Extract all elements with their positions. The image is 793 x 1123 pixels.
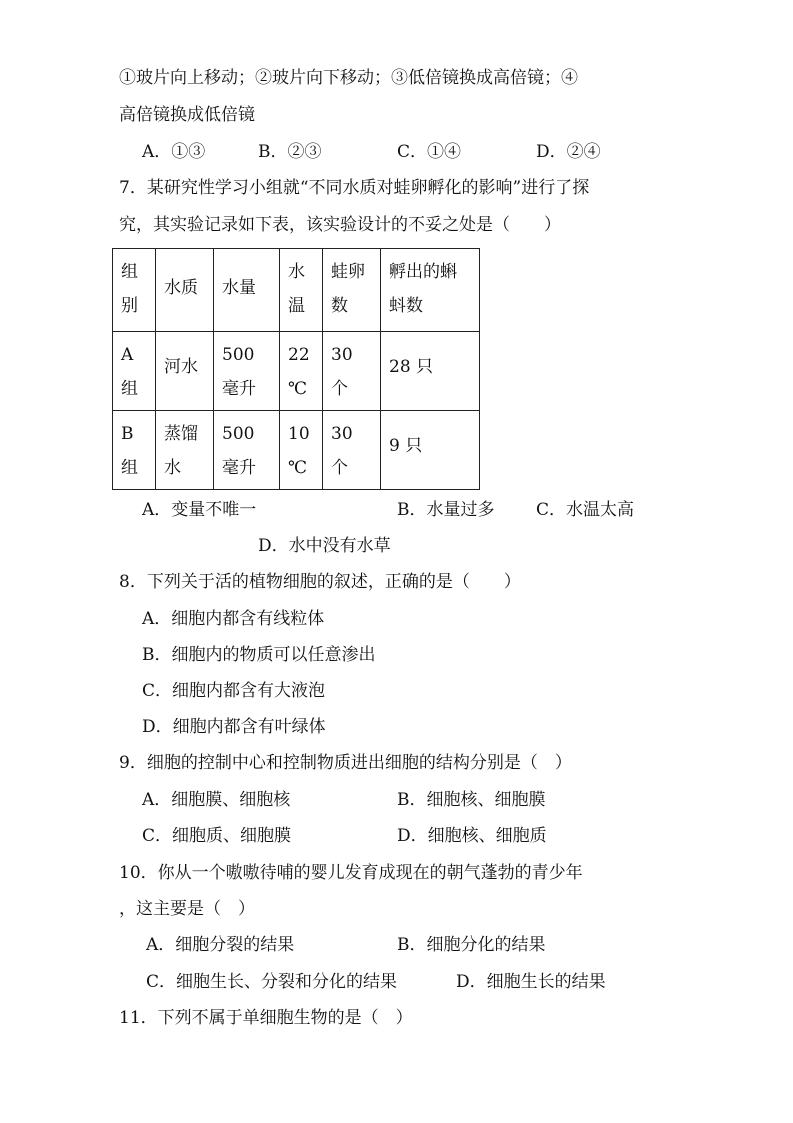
q7-option-b[interactable]: B．水量过多 — [397, 500, 495, 520]
q6-stem-line1: ①玻片向上移动；②玻片向下移动；③低倍镜换成高倍镜；④ — [119, 68, 578, 88]
table-row — [113, 411, 480, 490]
q9-option-b[interactable]: B．细胞核、细胞膜 — [397, 790, 546, 810]
table-cell: 30 个 — [323, 332, 381, 411]
table-header-cell: 蛙卵 数 — [323, 249, 381, 332]
table-cell: B 组 — [113, 411, 156, 490]
table-cell: 河水 — [156, 332, 214, 411]
table-header-cell: 水质 — [156, 249, 214, 332]
table-cell: 30 个 — [323, 411, 381, 490]
table-cell: 28 只 — [381, 332, 480, 411]
q9-option-a[interactable]: A．细胞膜、细胞核 — [142, 790, 291, 810]
table-header-cell: 孵出的蝌 蚪数 — [381, 249, 480, 332]
table-row — [113, 332, 480, 411]
q7-option-c[interactable]: C．水温太高 — [536, 500, 635, 520]
q6-option-a[interactable]: A．①③ — [142, 142, 206, 162]
table-header-cell: 水 温 — [280, 249, 323, 332]
q9-option-c[interactable]: C．细胞质、细胞膜 — [142, 826, 292, 846]
q7-stem-line1: 7．某研究性学习小组就“不同水质对蛙卵孵化的影响”进行了探 — [119, 178, 590, 198]
q10-option-d[interactable]: D．细胞生长的结果 — [456, 972, 606, 992]
experiment-table — [112, 248, 480, 490]
q11-stem: 11．下列不属于单细胞生物的是（ ） — [119, 1008, 413, 1028]
q10-stem-line2: ，这主要是（ ） — [119, 899, 255, 919]
q9-stem: 9．细胞的控制中心和控制物质进出细胞的结构分别是（ ） — [119, 753, 572, 773]
q7-option-a[interactable]: A．变量不唯一 — [142, 500, 257, 520]
q10-option-c[interactable]: C．细胞生长、分裂和分化的结果 — [146, 972, 398, 992]
q8-option-d[interactable]: D．细胞内都含有叶绿体 — [142, 717, 326, 737]
table-header-row — [113, 249, 480, 332]
table-cell: 500 毫升 — [214, 332, 280, 411]
q6-option-b[interactable]: B．②③ — [258, 142, 322, 162]
q6-option-c[interactable]: C．①④ — [397, 142, 462, 162]
q8-option-b[interactable]: B．细胞内的物质可以任意渗出 — [142, 645, 376, 665]
q7-option-d[interactable]: D．水中没有水草 — [258, 536, 391, 556]
table-header-cell: 水量 — [214, 249, 280, 332]
table-header-cell: 组 别 — [113, 249, 156, 332]
table-cell: 22 ℃ — [280, 332, 323, 411]
q6-stem-line2: 高倍镜换成低倍镜 — [119, 105, 255, 125]
q7-stem-line2: 究，其实验记录如下表，该实验设计的不妥之处是（ ） — [119, 215, 561, 235]
table-cell: 10 ℃ — [280, 411, 323, 490]
table-cell: 9 只 — [381, 411, 480, 490]
q10-option-a[interactable]: A．细胞分裂的结果 — [146, 935, 295, 955]
table-cell: A 组 — [113, 332, 156, 411]
q10-option-b[interactable]: B．细胞分化的结果 — [397, 935, 546, 955]
q6-option-d[interactable]: D．②④ — [536, 142, 601, 162]
q8-option-c[interactable]: C．细胞内都含有大液泡 — [142, 681, 326, 701]
q10-stem-line1: 10．你从一个嗷嗷待哺的婴儿发育成现在的朝气蓬勃的青少年 — [119, 863, 583, 883]
q8-option-a[interactable]: A．细胞内都含有线粒体 — [142, 609, 325, 629]
table-cell: 蒸馏 水 — [156, 411, 214, 490]
table-cell: 500 毫升 — [214, 411, 280, 490]
q9-option-d[interactable]: D．细胞核、细胞质 — [397, 826, 547, 846]
q8-stem: 8．下列关于活的植物细胞的叙述，正确的是（ ） — [119, 572, 521, 592]
